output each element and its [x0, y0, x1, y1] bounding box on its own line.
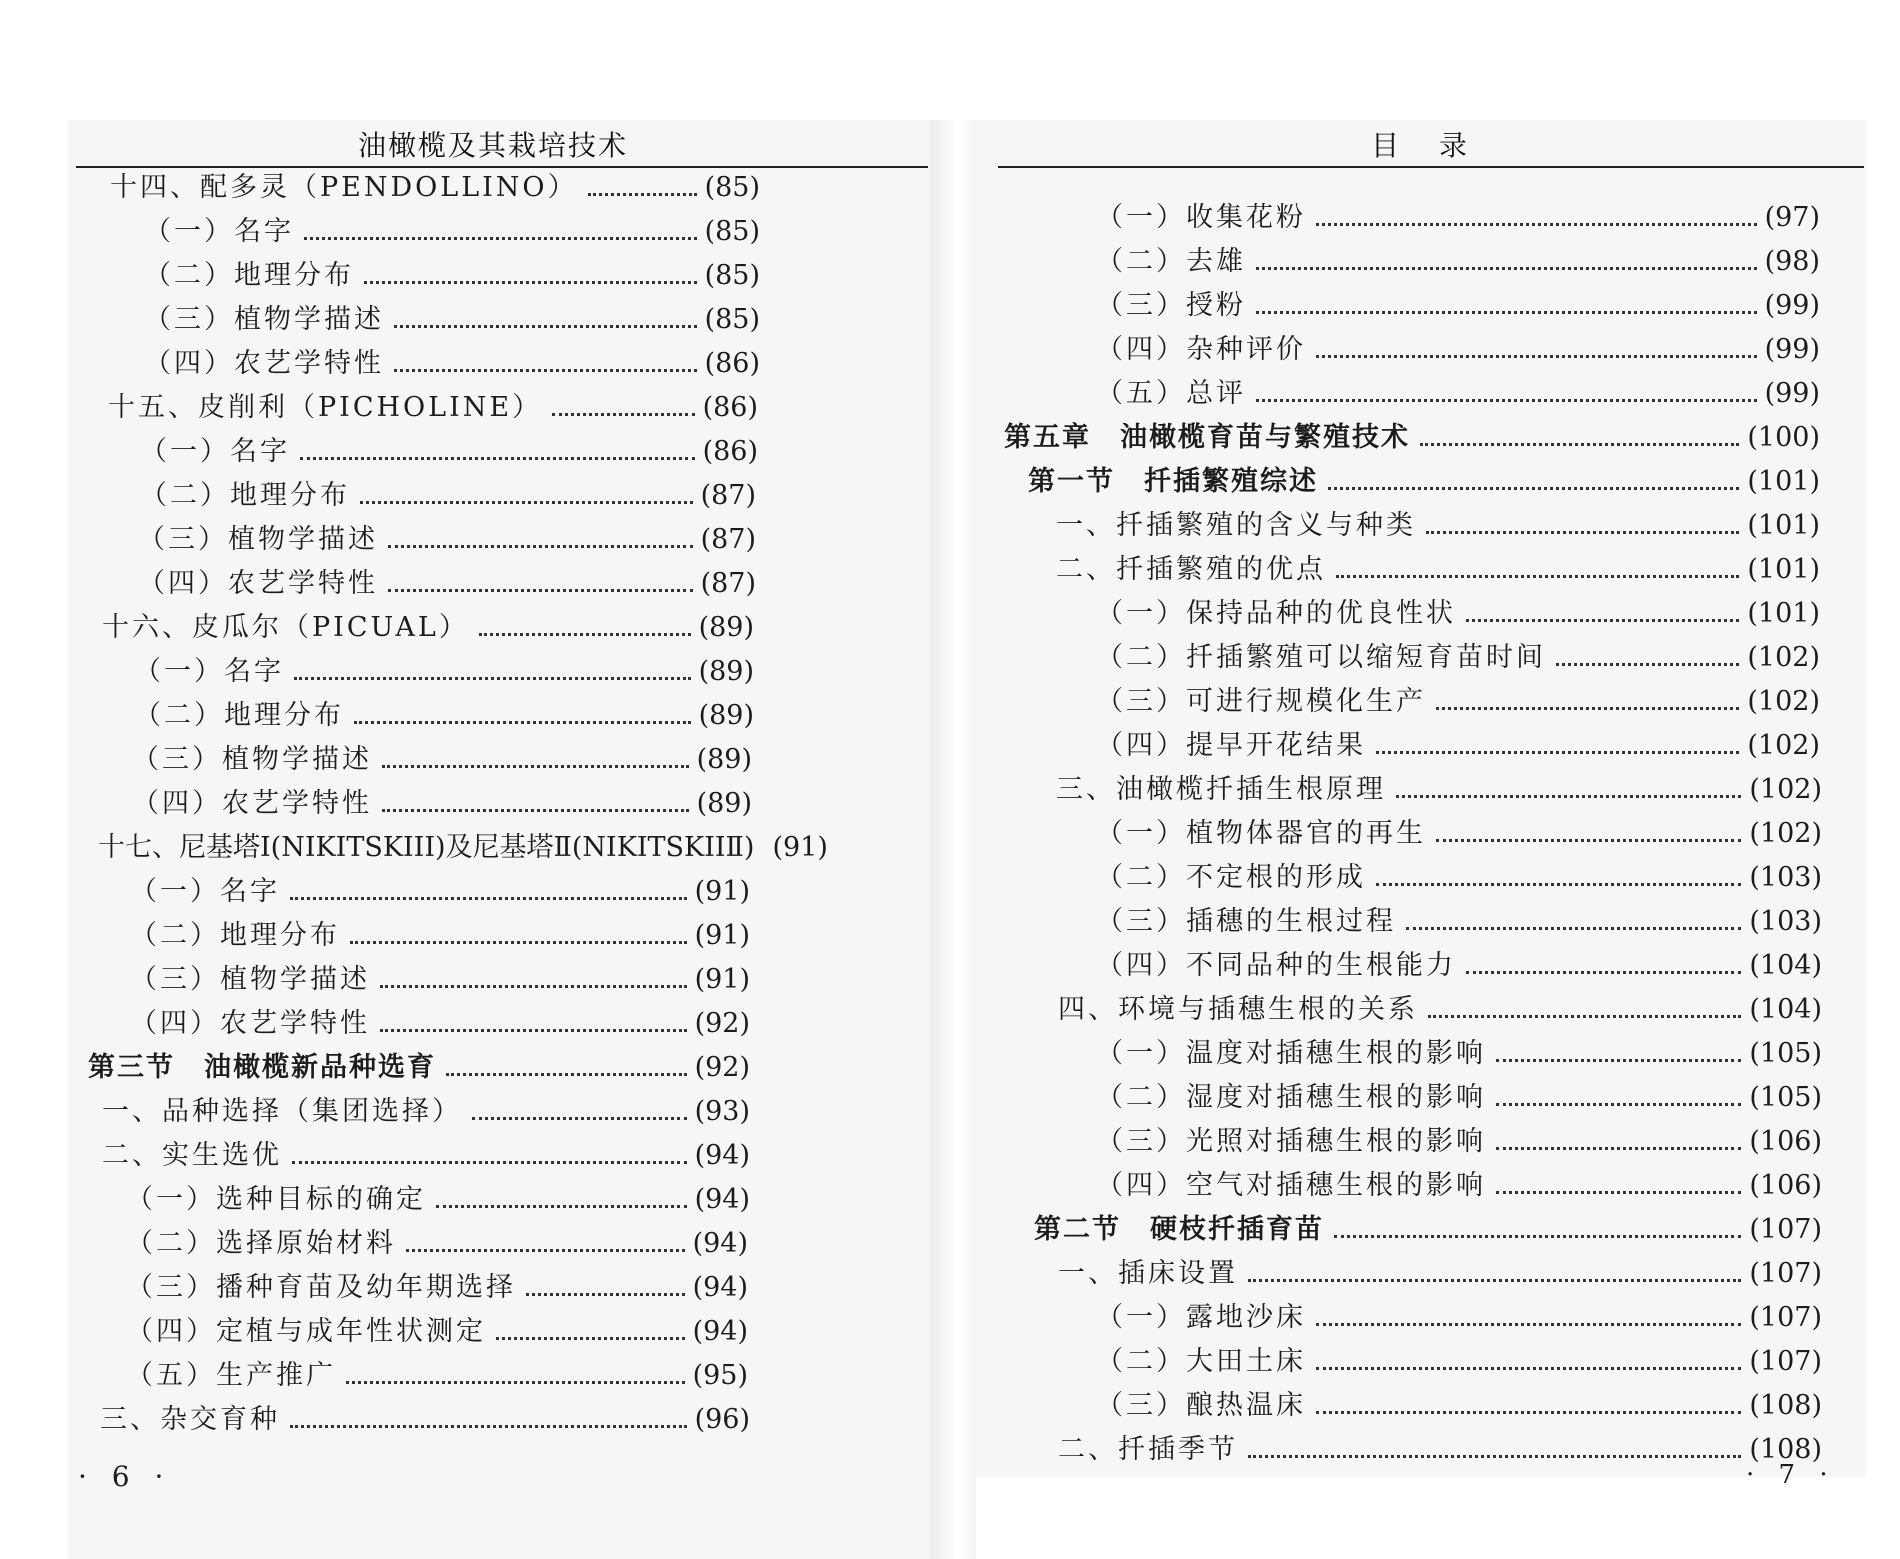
toc-entry-page: (107)	[1749, 1302, 1822, 1333]
toc-entry-title: 第一节 扦插繁殖综述	[1028, 466, 1318, 497]
toc-entry-page: (87)	[700, 524, 756, 555]
toc-entry-page: (101)	[1747, 554, 1820, 585]
toc-entry[interactable]	[1096, 858, 1822, 898]
toc-entry-title: 一、品种选择（集团选择）	[102, 1096, 462, 1127]
toc-entry[interactable]	[1096, 330, 1820, 370]
toc-leader	[1496, 1103, 1741, 1106]
toc-section-heading[interactable]	[88, 1048, 750, 1088]
toc-entry[interactable]	[1096, 1034, 1822, 1074]
toc-leader	[479, 633, 691, 636]
toc-entry-page: (89)	[696, 744, 752, 775]
toc-leader	[1316, 1367, 1741, 1370]
toc-entry-title: （四）农艺学特性	[138, 568, 378, 599]
toc-leader	[552, 413, 694, 416]
toc-entry-title: 三、杂交育种	[100, 1404, 280, 1435]
toc-leader	[360, 501, 693, 504]
toc-leader	[394, 369, 697, 372]
toc-leader	[1466, 971, 1741, 974]
toc-entry-title: （一）收集花粉	[1096, 202, 1306, 233]
toc-leader	[388, 589, 693, 592]
toc-leader	[1316, 1411, 1741, 1414]
toc-entry[interactable]	[1096, 1298, 1822, 1338]
toc-leader	[1376, 883, 1741, 886]
toc-entry-title: （三）植物学描述	[138, 524, 378, 555]
toc-entry-title: 三、油橄榄扦插生根原理	[1056, 774, 1386, 805]
toc-chapter-heading[interactable]	[1004, 418, 1820, 458]
toc-leader	[1496, 1059, 1741, 1062]
toc-leader	[1248, 1279, 1741, 1282]
toc-entry-page: (102)	[1749, 818, 1822, 849]
toc-entry[interactable]	[126, 1268, 748, 1308]
toc-entry-page: (89)	[696, 788, 752, 819]
toc-entry-title: （二）地理分布	[130, 920, 340, 951]
toc-entry[interactable]	[138, 520, 756, 560]
toc-entry[interactable]	[1058, 1430, 1822, 1470]
toc-entry[interactable]	[102, 1092, 750, 1132]
toc-entry-title: （三）植物学描述	[132, 744, 372, 775]
toc-entry[interactable]	[1058, 990, 1822, 1030]
toc-entry-title: （四）空气对插穗生根的影响	[1096, 1170, 1486, 1201]
toc-entry[interactable]	[1096, 286, 1820, 326]
toc-entry-title: （三）播种育苗及幼年期选择	[126, 1272, 516, 1303]
toc-leader	[526, 1293, 685, 1296]
right-page	[976, 120, 1866, 1490]
toc-entry[interactable]	[134, 696, 754, 736]
toc-entry[interactable]	[126, 1356, 748, 1396]
toc-entry-page: (99)	[1764, 334, 1820, 365]
toc-entry[interactable]	[102, 608, 754, 648]
toc-leader	[1406, 927, 1741, 930]
toc-entry-title: 十七、尼基塔Ⅰ(NIKITSKIIⅠ)及尼基塔Ⅱ(NIKITSKIIⅡ)	[98, 832, 755, 863]
left-page-number: · 6 ·	[78, 1460, 172, 1493]
toc-entry-page: (100)	[1747, 422, 1820, 453]
toc-entry-title: （四）杂种评价	[1096, 334, 1306, 365]
toc-leader	[290, 897, 687, 900]
right-page-number: · 7 ·	[1746, 1460, 1836, 1490]
toc-entry[interactable]	[108, 388, 758, 428]
toc-entry[interactable]	[1096, 902, 1822, 942]
toc-entry[interactable]	[130, 872, 750, 912]
toc-entry-page: (97)	[1764, 202, 1820, 233]
toc-entry-page: (104)	[1749, 994, 1822, 1025]
toc-leader	[1396, 795, 1741, 798]
toc-entry-page: (89)	[698, 656, 754, 687]
toc-leader	[364, 281, 697, 284]
toc-entry[interactable]	[1096, 1166, 1822, 1206]
toc-entry[interactable]	[144, 212, 760, 252]
toc-entry-page: (102)	[1749, 774, 1822, 805]
toc-entry-title: （二）选择原始材料	[126, 1228, 396, 1259]
toc-leader	[1316, 1323, 1741, 1326]
toc-entry[interactable]	[1096, 1342, 1822, 1382]
toc-entry-page: (86)	[702, 436, 758, 467]
toc-leader	[1436, 839, 1741, 842]
toc-entry[interactable]	[102, 1136, 750, 1176]
toc-entry-title: （四）提早开花结果	[1096, 730, 1366, 761]
toc-entry[interactable]	[140, 432, 758, 472]
toc-leader	[1466, 619, 1739, 622]
toc-leader	[1420, 443, 1739, 446]
toc-entry-title: 一、插床设置	[1058, 1258, 1238, 1289]
toc-entry-page: (107)	[1749, 1346, 1822, 1377]
toc-entry[interactable]	[126, 1180, 750, 1220]
toc-leader	[1328, 487, 1739, 490]
toc-entry[interactable]	[1056, 770, 1822, 810]
toc-entry-title: （四）定植与成年性状测定	[126, 1316, 486, 1347]
toc-entry[interactable]	[138, 564, 756, 604]
toc-entry-page: (107)	[1749, 1258, 1822, 1289]
toc-entry-page: (92)	[694, 1008, 750, 1039]
toc-leader	[380, 985, 687, 988]
toc-entry-page: (94)	[692, 1272, 748, 1303]
toc-entry[interactable]	[144, 256, 760, 296]
toc-leader	[1428, 1015, 1741, 1018]
toc-entry-title: （五）生产推广	[126, 1360, 336, 1391]
toc-entry-title: 一、扦插繁殖的含义与种类	[1056, 510, 1416, 541]
toc-section-heading[interactable]	[1028, 462, 1820, 502]
toc-leader	[382, 765, 689, 768]
toc-entry[interactable]	[130, 960, 750, 1000]
toc-entry-title: （三）可进行规模化生产	[1096, 686, 1426, 717]
toc-entry-title: （二）扦插繁殖可以缩短育苗时间	[1096, 642, 1546, 673]
toc-entry-title: （二）地理分布	[144, 260, 354, 291]
toc-entry-page: (85)	[704, 260, 760, 291]
toc-entry-title: （三）光照对插穗生根的影响	[1096, 1126, 1486, 1157]
toc-entry[interactable]	[126, 1312, 748, 1352]
toc-entry-page: (106)	[1749, 1126, 1822, 1157]
toc-entry-page: (85)	[704, 216, 760, 247]
toc-entry-title: （三）插穗的生根过程	[1096, 906, 1396, 937]
toc-leader	[436, 1205, 687, 1208]
toc-leader	[1316, 355, 1757, 358]
toc-entry[interactable]	[1056, 550, 1820, 590]
toc-entry-title: （二）地理分布	[140, 480, 350, 511]
toc-entry[interactable]	[144, 300, 760, 340]
toc-entry-title: （二）不定根的形成	[1096, 862, 1366, 893]
toc-entry[interactable]	[132, 784, 752, 824]
toc-entry-page: (99)	[1764, 290, 1820, 321]
toc-entry-page: (85)	[704, 304, 760, 335]
toc-entry[interactable]	[1096, 814, 1822, 854]
toc-entry[interactable]	[1096, 198, 1820, 238]
toc-entry-page: (101)	[1747, 466, 1820, 497]
toc-entry-page: (105)	[1749, 1082, 1822, 1113]
toc-entry-title: 第三节 油橄榄新品种选育	[88, 1052, 436, 1083]
toc-entry-page: (94)	[692, 1316, 748, 1347]
toc-entry[interactable]	[134, 652, 754, 692]
book-gutter	[930, 120, 976, 1559]
toc-leader	[388, 545, 693, 548]
toc-entry-page: (87)	[700, 480, 756, 511]
toc-entry[interactable]	[1096, 1122, 1822, 1162]
toc-entry[interactable]	[100, 1400, 750, 1440]
toc-entry-title: （四）农艺学特性	[130, 1008, 370, 1039]
toc-entry-page: (91)	[694, 876, 750, 907]
toc-entry-page: (103)	[1749, 906, 1822, 937]
toc-entry-page: (108)	[1749, 1390, 1822, 1421]
toc-entry-page: (91)	[694, 920, 750, 951]
toc-entry-title: 二、实生选优	[102, 1140, 282, 1171]
toc-leader	[350, 941, 687, 944]
left-running-head: 油橄榄及其栽培技术	[358, 129, 629, 162]
toc-entry-title: 第五章 油橄榄育苗与繁殖技术	[1004, 422, 1410, 453]
right-header-rule	[998, 166, 1864, 168]
toc-leader	[1248, 1455, 1741, 1458]
toc-entry-page: (108)	[1749, 1434, 1822, 1465]
toc-entry-page: (87)	[700, 568, 756, 599]
toc-entry[interactable]	[1096, 1078, 1822, 1118]
toc-entry[interactable]	[144, 344, 760, 384]
toc-entry-page: (101)	[1747, 510, 1820, 541]
toc-leader	[294, 677, 691, 680]
toc-entry-title: 十五、皮削利（PICHOLINE）	[108, 392, 543, 423]
toc-entry[interactable]	[1096, 682, 1820, 722]
toc-entry-page: (104)	[1749, 950, 1822, 981]
right-running-head: 目 录	[1371, 129, 1474, 162]
toc-entry[interactable]	[1096, 242, 1820, 282]
toc-entry-title: 二、扦插季节	[1058, 1434, 1238, 1465]
toc-entry[interactable]	[1096, 946, 1822, 986]
toc-leader	[406, 1249, 685, 1252]
toc-entry-title: （五）总评	[1096, 378, 1246, 409]
toc-leader	[472, 1117, 687, 1120]
toc-entry-title: （一）选种目标的确定	[126, 1184, 426, 1215]
toc-entry-title: （三）授粉	[1096, 290, 1246, 321]
toc-leader	[1496, 1147, 1741, 1150]
toc-entry[interactable]	[140, 476, 756, 516]
toc-entry-page: (107)	[1749, 1214, 1822, 1245]
toc-leader	[394, 325, 697, 328]
toc-entry-title: （二）大田土床	[1096, 1346, 1306, 1377]
toc-leader	[1316, 223, 1757, 226]
toc-entry-title: 四、环境与插穗生根的关系	[1058, 994, 1418, 1025]
toc-entry-title: （二）地理分布	[134, 700, 344, 731]
toc-entry-page: (92)	[694, 1052, 750, 1083]
toc-entry[interactable]	[1096, 374, 1820, 414]
toc-entry-page: (91)	[694, 964, 750, 995]
toc-entry-page: (86)	[704, 348, 760, 379]
toc-entry-page: (98)	[1764, 246, 1820, 277]
toc-entry-page: (102)	[1747, 730, 1820, 761]
toc-leader	[382, 809, 689, 812]
toc-entry-title: 十六、皮瓜尔（PICUAL）	[102, 612, 469, 643]
toc-entry-title: （一）名字	[140, 436, 290, 467]
toc-leader	[496, 1337, 685, 1340]
toc-entry-page: (106)	[1749, 1170, 1822, 1201]
toc-entry[interactable]	[1096, 726, 1820, 766]
toc-entry-title: 二、扦插繁殖的优点	[1056, 554, 1326, 585]
toc-entry-page: (85)	[704, 172, 760, 203]
toc-leader	[1376, 751, 1739, 754]
toc-entry[interactable]	[1096, 1386, 1822, 1426]
toc-entry-page: (93)	[694, 1096, 750, 1127]
toc-entry-title: （四）农艺学特性	[132, 788, 372, 819]
toc-entry-page: (102)	[1747, 642, 1820, 673]
toc-leader	[446, 1073, 687, 1076]
left-page	[68, 120, 930, 1559]
toc-entry-page: (89)	[698, 612, 754, 643]
toc-leader	[1256, 399, 1757, 402]
toc-leader	[1336, 575, 1739, 578]
toc-entry[interactable]	[1096, 594, 1820, 634]
toc-entry-page: (105)	[1749, 1038, 1822, 1069]
toc-entry-page: (103)	[1749, 862, 1822, 893]
toc-entry-page: (91)	[772, 832, 828, 863]
toc-entry-page: (89)	[698, 700, 754, 731]
toc-entry[interactable]	[1056, 506, 1820, 546]
toc-entry-page: (86)	[702, 392, 758, 423]
toc-entry[interactable]	[1058, 1254, 1822, 1294]
toc-leader	[588, 193, 697, 196]
toc-entry-title: （二）去雄	[1096, 246, 1246, 277]
toc-entry-title: （一）植物体器官的再生	[1096, 818, 1426, 849]
toc-entry-page: (94)	[694, 1184, 750, 1215]
toc-entry[interactable]	[130, 916, 750, 956]
toc-entry[interactable]	[110, 168, 760, 208]
toc-leader	[380, 1029, 687, 1032]
toc-entry-page: (96)	[694, 1404, 750, 1435]
toc-entry-title: 十四、配多灵（PENDOLLINO）	[110, 172, 578, 203]
toc-entry-title: （四）农艺学特性	[144, 348, 384, 379]
toc-entry-title: （一）名字	[130, 876, 280, 907]
toc-entry-title: （一）露地沙床	[1096, 1302, 1306, 1333]
toc-entry[interactable]	[126, 1224, 748, 1264]
toc-section-heading[interactable]	[1034, 1210, 1822, 1250]
toc-entry-title: （一）名字	[144, 216, 294, 247]
toc-entry-title: （四）不同品种的生根能力	[1096, 950, 1456, 981]
toc-entry[interactable]	[132, 740, 752, 780]
toc-entry-title: （一）名字	[134, 656, 284, 687]
toc-entry[interactable]	[1096, 638, 1820, 678]
toc-entry-title: （三）植物学描述	[144, 304, 384, 335]
toc-entry[interactable]	[98, 828, 828, 868]
toc-entry-title: （一）保持品种的优良性状	[1096, 598, 1456, 629]
toc-entry-title: 第二节 硬枝扦插育苗	[1034, 1214, 1324, 1245]
toc-leader	[1496, 1191, 1741, 1194]
toc-leader	[1256, 267, 1757, 270]
toc-leader	[1556, 663, 1739, 666]
toc-entry-title: （一）温度对插穗生根的影响	[1096, 1038, 1486, 1069]
toc-entry-title: （三）植物学描述	[130, 964, 370, 995]
toc-entry-page: (102)	[1747, 686, 1820, 717]
toc-leader	[354, 721, 691, 724]
toc-leader	[292, 1161, 687, 1164]
toc-entry-page: (99)	[1764, 378, 1820, 409]
toc-leader	[1436, 707, 1739, 710]
toc-entry-page: (94)	[692, 1228, 748, 1259]
toc-entry[interactable]	[130, 1004, 750, 1044]
toc-leader	[346, 1381, 685, 1384]
toc-entry-page: (94)	[694, 1140, 750, 1171]
toc-leader	[300, 457, 695, 460]
toc-entry-page: (95)	[692, 1360, 748, 1391]
toc-leader	[304, 237, 697, 240]
toc-leader	[1256, 311, 1757, 314]
toc-leader	[290, 1425, 687, 1428]
toc-entry-page: (101)	[1747, 598, 1820, 629]
toc-entry-title: （二）湿度对插穗生根的影响	[1096, 1082, 1486, 1113]
toc-entry-title: （三）酿热温床	[1096, 1390, 1306, 1421]
toc-leader	[1334, 1235, 1741, 1238]
toc-leader	[1426, 531, 1739, 534]
